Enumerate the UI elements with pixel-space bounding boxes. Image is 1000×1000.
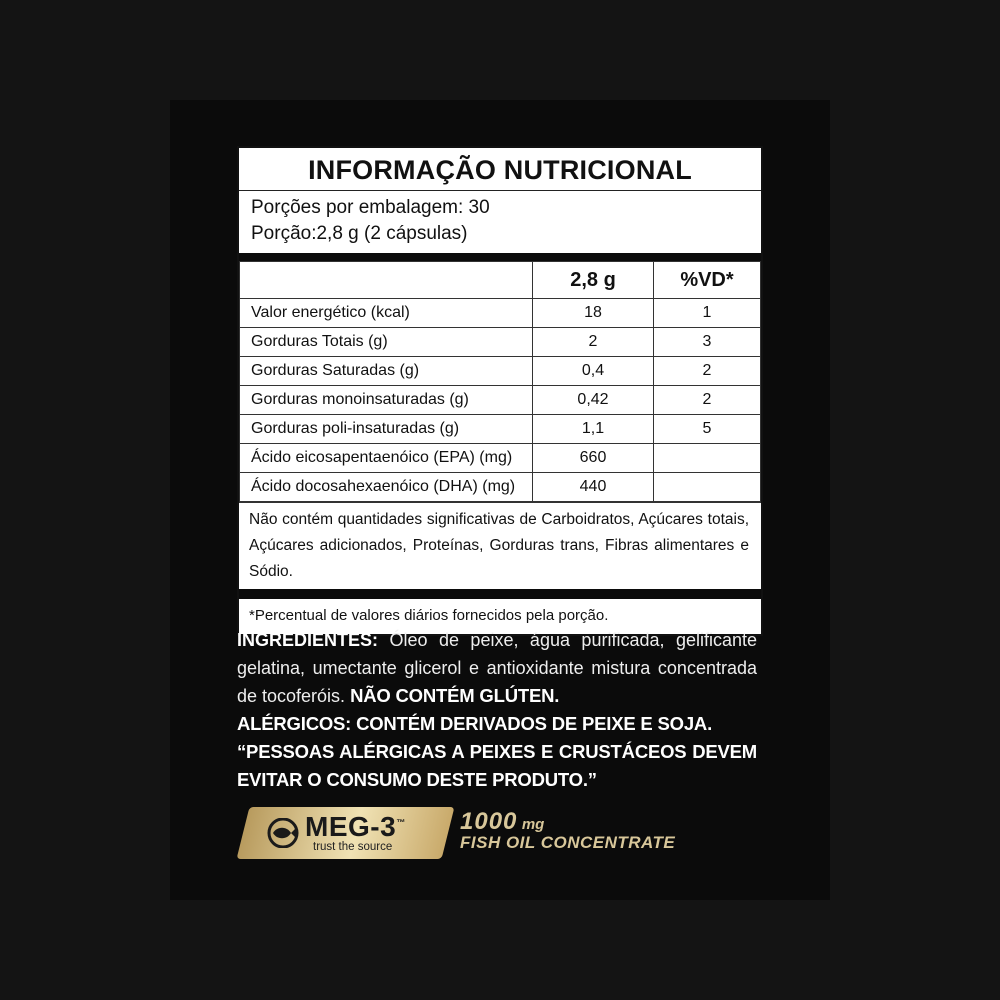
fish-icon xyxy=(267,818,299,848)
row-vd: 3 xyxy=(654,328,761,357)
row-name: Gorduras Totais (g) xyxy=(240,328,533,357)
label-footnote: *Percentual de valores diários fornecidos pela porção. xyxy=(249,607,609,624)
row-name: Ácido docosahexaenóico (DHA) (mg) xyxy=(240,473,533,502)
gluten-statement: NÃO CONTÉM GLÚTEN. xyxy=(350,685,560,706)
brand-name: MEG-3™ xyxy=(305,811,406,842)
table-row xyxy=(240,386,761,415)
row-vd xyxy=(654,444,761,473)
row-vd: 2 xyxy=(654,357,761,386)
nutrition-table xyxy=(239,261,761,502)
label-title: INFORMAÇÃO NUTRICIONAL xyxy=(239,148,761,191)
row-amount: 440 xyxy=(533,473,654,502)
table-row xyxy=(240,299,761,328)
table-row xyxy=(240,415,761,444)
row-amount: 18 xyxy=(533,299,654,328)
servings-text: Porções por embalagem: 30 xyxy=(251,197,490,218)
row-vd: 1 xyxy=(654,299,761,328)
product-name: FISH OIL CONCENTRATE xyxy=(460,833,676,852)
row-name: Gorduras Saturadas (g) xyxy=(240,357,533,386)
row-name: Valor energético (kcal) xyxy=(240,299,533,328)
row-vd: 5 xyxy=(654,415,761,444)
row-vd: 2 xyxy=(654,386,761,415)
label-note: Não contém quantidades significativas de Carboidratos, Açúcares totais, Açúcares adicionados, Proteínas, Gorduras trans, Fibras alimentares e Sódio. xyxy=(239,502,761,589)
nutrition-facts-label xyxy=(237,146,763,636)
table-row xyxy=(240,328,761,357)
header-vd: %VD* xyxy=(654,262,761,299)
table-row xyxy=(240,444,761,473)
allergen-statement: ALÉRGICOS: CONTÉM DERIVADOS DE PEIXE E SOJA. xyxy=(237,713,713,734)
meg3-badge xyxy=(237,807,455,859)
row-name: Ácido eicosapentaenóico (EPA) (mg) xyxy=(240,444,533,473)
portion-info xyxy=(239,191,761,261)
table-row xyxy=(240,357,761,386)
ingredients-block xyxy=(237,626,757,794)
ingredients-text: Óleo de peixe, água purificada, gelificante gelatina, umectante glicerol e antioxidante mistura concentrada de tocoferóis. xyxy=(237,630,757,706)
dose-number: 1000 xyxy=(460,808,518,835)
dose-unit: mg xyxy=(521,816,545,833)
row-vd xyxy=(654,473,761,502)
row-name: Gorduras monoinsaturadas (g) xyxy=(240,386,533,415)
portion-text: Porção:2,8 g (2 cápsulas) xyxy=(251,223,468,244)
row-amount: 1,1 xyxy=(533,415,654,444)
row-amount: 0,4 xyxy=(533,357,654,386)
table-header-row xyxy=(240,262,761,299)
header-name xyxy=(240,262,533,299)
brand-tagline: trust the source xyxy=(313,841,393,853)
header-amount: 2,8 g xyxy=(533,262,654,299)
dose-amount xyxy=(460,808,544,836)
allergy-warning: “PESSOAS ALÉRGICAS A PEIXES E CRUSTÁCEOS DEVEM EVITAR O CONSUMO DESTE PRODUTO.” xyxy=(237,741,757,790)
row-amount: 2 xyxy=(533,328,654,357)
row-amount: 660 xyxy=(533,444,654,473)
row-name: Gorduras poli-insaturadas (g) xyxy=(240,415,533,444)
table-row xyxy=(240,473,761,502)
row-amount: 0,42 xyxy=(533,386,654,415)
label-divider xyxy=(239,589,761,599)
ingredients-label: INGREDIENTES: xyxy=(237,630,379,650)
